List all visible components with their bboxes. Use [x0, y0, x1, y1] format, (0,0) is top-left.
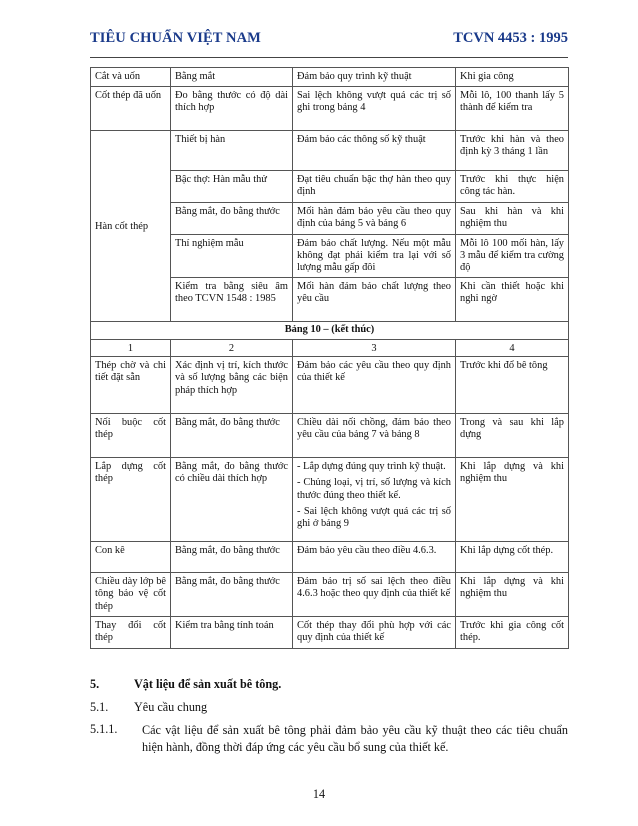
- table-row: [91, 414, 569, 458]
- cell-requirement: [293, 573, 456, 617]
- cell-requirement: Đảm bảo chất lượng. Nếu một mẫu không đạt phải kiểm tra lại với số lượng mẫu gấp đôi: [293, 235, 456, 278]
- cell-method: Bằng mắt, đo bằng thước: [171, 573, 293, 617]
- column-number: 1: [91, 340, 171, 357]
- requirement-line: Chiều dài nối chồng, đảm bảo theo yêu cầu của bảng 7 và bảng 8: [297, 417, 451, 441]
- table-row: [91, 357, 569, 414]
- cell-requirement: Mối hàn đảm bảo chất lượng theo yêu cầu: [293, 278, 456, 322]
- section-title: Yêu cầu chung: [134, 700, 208, 714]
- cell-timing: Khi lắp dựng cốt thép.: [456, 542, 569, 573]
- cell-requirement: Mối hàn đảm bảo yêu cầu theo quy định của bảng 5 và bảng 6: [293, 203, 456, 235]
- cell-requirement: [293, 617, 456, 649]
- cell-requirement: [293, 542, 456, 573]
- inspection-table: [90, 67, 569, 649]
- page-header: [90, 30, 568, 50]
- cell-item: Cắt và uốn: [91, 68, 171, 87]
- cell-method: Thí nghiệm mẫu: [171, 235, 293, 278]
- cell-method: Bằng mắt, đo bằng thước có chiều dài thích hợp: [171, 458, 293, 542]
- requirement-line: Cốt thép thay đổi phù hợp với các quy định của thiết kế: [297, 620, 451, 644]
- column-number: 4: [456, 340, 569, 357]
- cell-timing: Sau khi hàn và khi nghiệm thu: [456, 203, 569, 235]
- section-5-1-heading: [90, 700, 207, 715]
- table-caption-row: [91, 322, 569, 340]
- page-number: 14: [312, 787, 326, 801]
- table-row: [91, 542, 569, 573]
- cell-requirement: Sai lệch không vượt quá các trị số ghi trong bảng 4: [293, 87, 456, 131]
- section-number: 5.1.1.: [90, 722, 118, 736]
- cell-method: Đo bằng thước có độ dài thích hợp: [171, 87, 293, 131]
- cell-timing: Trước khi hàn và theo định kỳ 3 tháng 1 lần: [456, 131, 569, 171]
- header-standard-code: TCVN 4453 : 1995: [453, 30, 568, 46]
- cell-requirement: Đạt tiêu chuẩn bậc thợ hàn theo quy định: [293, 171, 456, 203]
- requirement-line: - Chủng loại, vị trí, số lượng và kích thước đúng theo thiết kế.: [297, 477, 451, 501]
- cell-method: Bằng mắt, đo bằng thước: [171, 203, 293, 235]
- cell-requirement: Đảm bảo quy trình kỹ thuật: [293, 68, 456, 87]
- cell-item: Nối buộc cốt thép: [91, 414, 171, 458]
- cell-item: Cốt thép đã uốn: [91, 87, 171, 131]
- cell-timing: Trước khi gia công cốt thép.: [456, 617, 569, 649]
- section-5-heading: [90, 677, 281, 692]
- table-caption: Bảng 10 – (kết thúc): [91, 322, 569, 340]
- header-divider: [90, 57, 568, 58]
- cell-requirement: [293, 357, 456, 414]
- cell-method: Xác định vị trí, kích thước và số lượng bằng các biện pháp thích hợp: [171, 357, 293, 414]
- cell-timing: Mỗi lô 100 mối hàn, lấy 3 mẫu để kiểm tra cường độ: [456, 235, 569, 278]
- cell-timing: Khi cần thiết hoặc khi nghi ngờ: [456, 278, 569, 322]
- cell-method: Bậc thợ: Hàn mẫu thử: [171, 171, 293, 203]
- requirement-line: - Lắp dựng đúng quy trình kỹ thuật.: [297, 461, 446, 473]
- cell-item: Lắp dựng cốt thép: [91, 458, 171, 542]
- cell-method: Bằng mắt, đo bằng thước: [171, 414, 293, 458]
- cell-method: Kiểm tra bằng tính toán: [171, 617, 293, 649]
- requirement-line: - Sai lệch không vượt quá các trị số ghi ở bảng 9: [297, 505, 451, 530]
- section-number: 5.: [90, 677, 100, 691]
- column-number: 3: [293, 340, 456, 357]
- cell-timing: Mỗi lô, 100 thanh lấy 5 thành để kiểm tra: [456, 87, 569, 131]
- column-number: 2: [171, 340, 293, 357]
- section-title: Vật liệu để sản xuất bê tông.: [134, 677, 282, 691]
- cell-item: Chiều dày lớp bê tông bảo vệ cốt thép: [91, 573, 171, 617]
- table-row: [91, 458, 569, 542]
- table-row: [91, 573, 569, 617]
- cell-item: Thép chờ và chi tiết đặt sẵn: [91, 357, 171, 414]
- section-number: 5.1.: [90, 700, 109, 714]
- section-5-1-1-paragraph: [90, 722, 568, 756]
- column-number-row: [91, 340, 569, 357]
- cell-method: Bằng mắt: [171, 68, 293, 87]
- paragraph-text: Các vật liệu để sản xuất bê tông phải đảm bảo yêu cầu kỹ thuật theo các tiêu chuẩn hiện hành, đồng thời đáp ứng các yêu cầu bổ sung của thiết kế.: [142, 723, 568, 754]
- cell-timing: Khi lắp dựng và khi nghiệm thu: [456, 458, 569, 542]
- cell-timing: Khi lắp dựng và khi nghiệm thu: [456, 573, 569, 617]
- requirement-line: Đảm bảo trị số sai lệch theo điều 4.6.3 hoặc theo quy định của thiết kế: [297, 576, 451, 600]
- table-row: [91, 617, 569, 649]
- cell-timing: Trước khi thực hiện công tác hàn.: [456, 171, 569, 203]
- table-row: [91, 87, 569, 131]
- cell-requirement: [293, 458, 456, 542]
- requirement-line: Đảm bảo các yêu cầu theo quy định của thiết kế: [297, 360, 451, 384]
- cell-method: Kiểm tra bằng siêu âm theo TCVN 1548 : 1985: [171, 278, 293, 322]
- table-row: [91, 68, 569, 87]
- cell-item-welding: Hàn cốt thép: [91, 131, 171, 322]
- cell-method: Bằng mắt, đo bằng thước: [171, 542, 293, 573]
- cell-item: Thay đổi cốt thép: [91, 617, 171, 649]
- cell-timing: Trong và sau khi lắp dựng: [456, 414, 569, 458]
- cell-timing: Trước khi đổ bê tông: [456, 357, 569, 414]
- cell-requirement: Đảm bảo các thông số kỹ thuật: [293, 131, 456, 171]
- cell-requirement: [293, 414, 456, 458]
- header-title: TIÊU CHUẨN VIỆT NAM: [90, 30, 261, 46]
- table-row: [91, 131, 569, 171]
- requirement-line: Đảm bảo yêu cầu theo điều 4.6.3.: [297, 545, 437, 557]
- cell-item: Con kê: [91, 542, 171, 573]
- cell-timing: Khi gia công: [456, 68, 569, 87]
- cell-method: Thiết bị hàn: [171, 131, 293, 171]
